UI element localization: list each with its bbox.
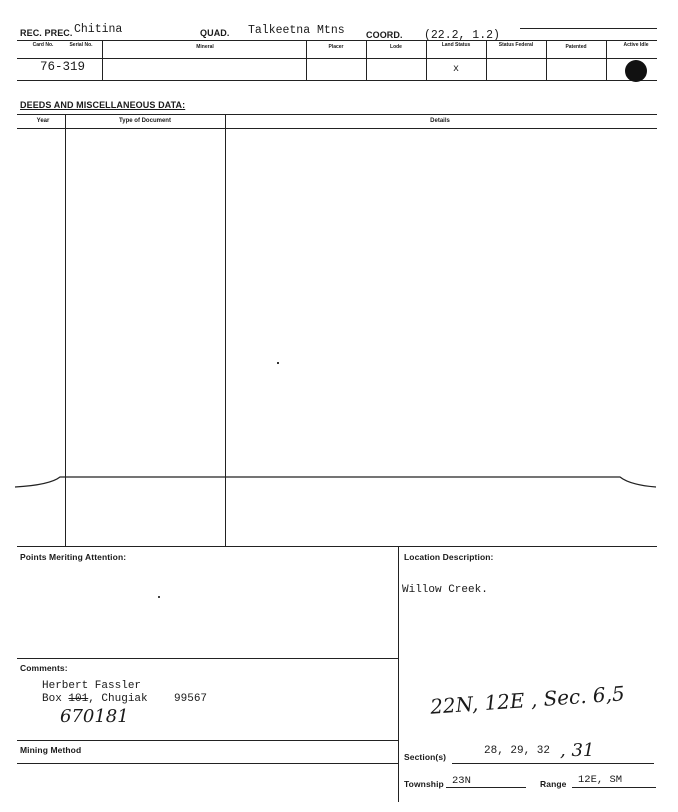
lower-divider — [398, 546, 399, 802]
col-status-federal: Status Federal — [498, 42, 534, 48]
comments-label: Comments: — [20, 663, 68, 673]
table-divider — [426, 41, 427, 80]
mining-top-rule — [17, 740, 398, 741]
stray-dot — [277, 362, 279, 364]
quad-value: Talkeetna Mtns — [248, 24, 345, 37]
col-patented: Patented — [565, 44, 587, 50]
active-idle-dot — [625, 60, 647, 82]
col-type-of-document: Type of Document — [119, 118, 171, 124]
location-handwritten: 22N, 12E , Sec. 6,5 — [429, 681, 626, 719]
header-right-rule — [520, 28, 657, 29]
range-value: 12E, SM — [578, 774, 623, 786]
mining-method-label: Mining Method — [20, 745, 82, 755]
col-placer: Placer — [328, 44, 344, 50]
sections-label: Section(s) — [404, 752, 447, 762]
sections-value: 28, 29, 32 — [484, 745, 551, 757]
township-underline — [446, 787, 526, 788]
card-no-value: 76-319 — [40, 60, 86, 74]
table-divider — [486, 41, 487, 80]
rec-prec-value: Chitina — [74, 23, 123, 36]
deeds-header-rule — [17, 128, 657, 129]
deeds-bottom-rule — [17, 546, 657, 547]
table-divider — [102, 41, 103, 80]
comments-box-prefix: Box — [42, 693, 69, 705]
range-label: Range — [540, 779, 567, 789]
sections-handwritten: , 31 — [560, 740, 595, 761]
comments-top-rule — [17, 658, 398, 659]
col-year: Year — [36, 118, 50, 124]
coord-label: COORD. — [366, 30, 403, 40]
table-header-rule — [17, 58, 657, 59]
fold-line — [0, 465, 678, 495]
township-label: Township — [404, 779, 444, 789]
range-underline — [572, 787, 656, 788]
table-divider — [366, 41, 367, 80]
land-status-mark: x — [453, 64, 460, 75]
rec-prec-label: REC. PREC. — [20, 28, 73, 38]
coord-value: (22.2, 1.2) — [424, 29, 500, 42]
table-divider — [606, 41, 607, 80]
col-land-status: Land Status — [441, 42, 471, 48]
table-divider — [306, 41, 307, 80]
col-card-no: Card No. — [32, 42, 54, 48]
sections-underline — [452, 763, 654, 764]
comments-line1: Herbert Fassler — [42, 680, 142, 692]
comments-struck-number: 101 — [68, 693, 89, 705]
deeds-top-rule — [17, 114, 657, 115]
points-label: Points Meriting Attention: — [20, 552, 127, 562]
table-bottom-rule — [17, 80, 657, 81]
location-label: Location Description: — [404, 552, 494, 562]
stray-dot-2 — [158, 596, 160, 598]
comments-handwritten: 670181 — [60, 706, 129, 727]
col-serial-no: Serial No. — [69, 42, 93, 48]
table-divider — [546, 41, 547, 80]
location-value: Willow Creek. — [402, 584, 488, 596]
header-underline — [17, 40, 657, 41]
comments-line2-rest: , Chugiak 99567 — [88, 693, 208, 705]
mining-bottom-rule — [17, 763, 398, 764]
col-lode: Lode — [390, 44, 402, 50]
quad-label: QUAD. — [200, 28, 230, 38]
deeds-title: DEEDS AND MISCELLANEOUS DATA: — [20, 100, 186, 110]
col-details: Details — [430, 118, 450, 124]
col-active-idle: Active Idle — [623, 42, 649, 48]
comments-line2 — [42, 693, 207, 705]
township-value: 23N — [452, 775, 471, 787]
col-mineral: Mineral — [196, 44, 214, 50]
